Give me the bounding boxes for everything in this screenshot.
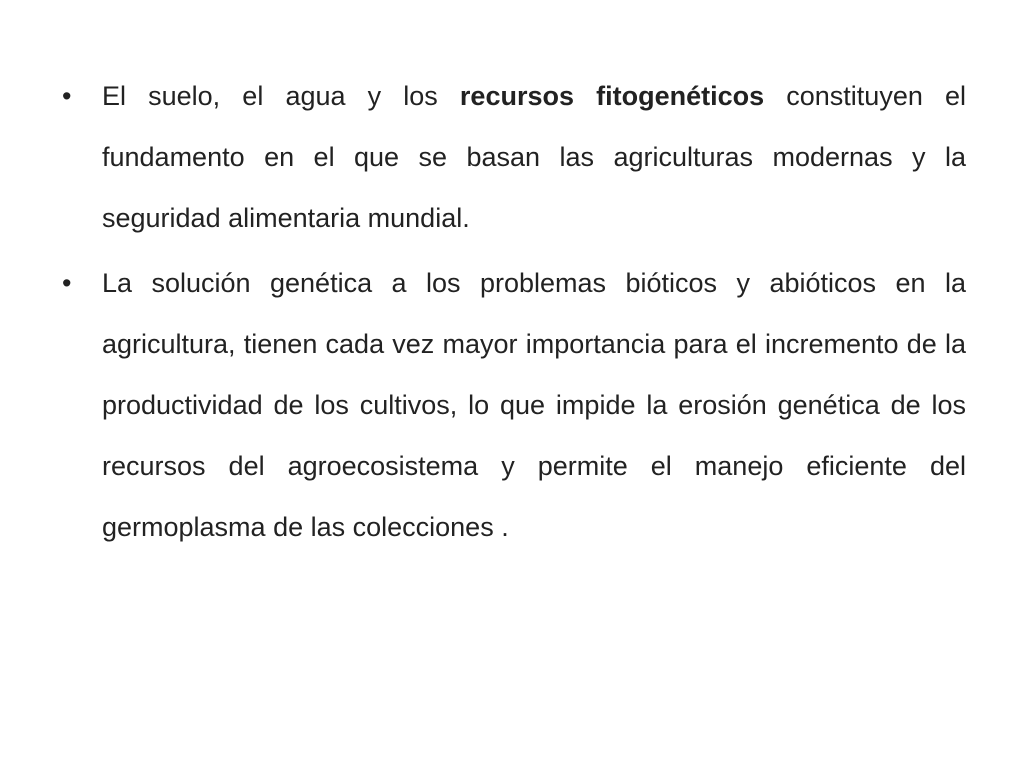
bullet-glyph: • — [62, 81, 72, 111]
bullet-text-2 — [102, 253, 966, 558]
bullet-text-1 — [102, 66, 966, 249]
bullet-1-segment-3: constituyen el fundamento en el que se basan las agriculturas modernas y la seguridad alimentaria mundial. — [102, 81, 966, 233]
bullet-item-2 — [62, 253, 966, 558]
bullet-glyph: • — [62, 268, 72, 298]
bullet-list — [62, 66, 966, 562]
bullet-1-segment-1: El suelo, el agua y los — [102, 81, 460, 111]
bullet-2-segment-1: La solución genética a los problemas bióticos y abióticos en la agricultura, tienen cada vez mayor importancia para el incremento de la productividad de los cultivos, lo que impide la erosión genética de los recursos del agroecosistema y permite el manejo eficiente del germoplasma de las colecciones . — [102, 268, 966, 542]
bullet-1-bold-term: recursos fitogenéticos — [459, 81, 765, 111]
bullet-item-1 — [62, 66, 966, 249]
